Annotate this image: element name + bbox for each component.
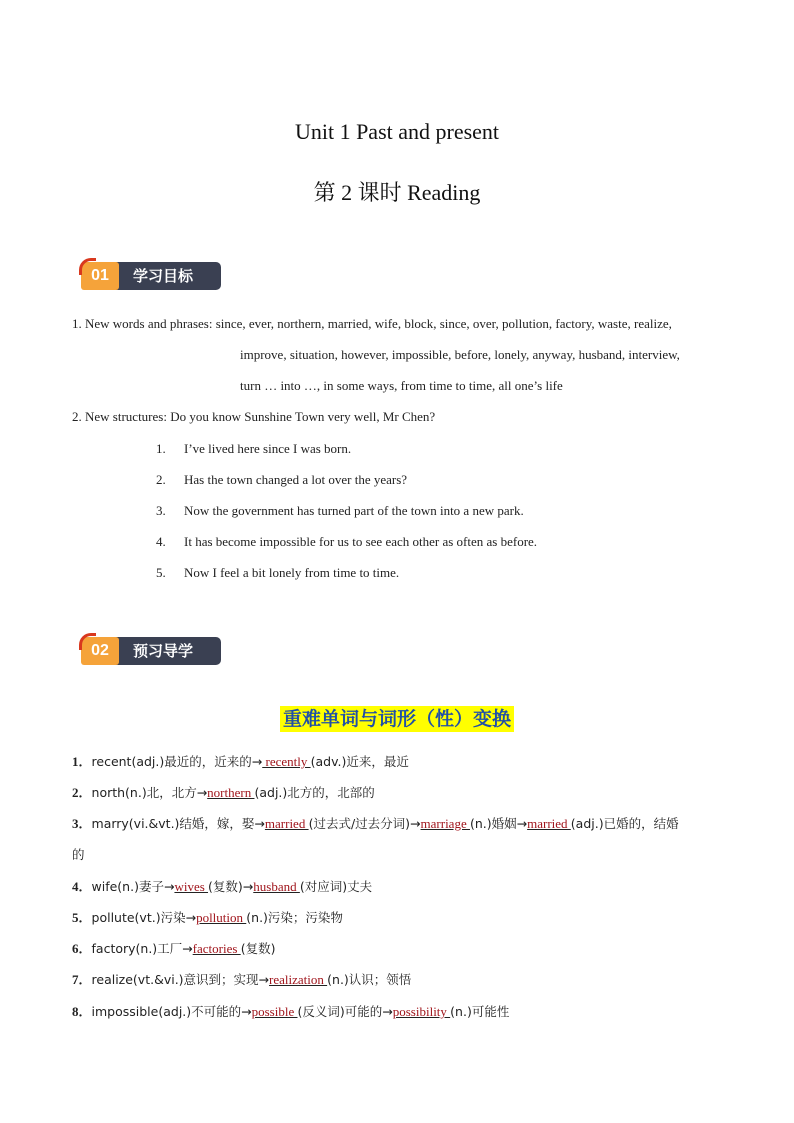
vocab-text: pollute(vt.)污染→ xyxy=(91,910,197,925)
sentence-text: It has become impossible for us to see each other as often as before. xyxy=(184,534,538,549)
page-subtitle: 第 2 课时 Reading xyxy=(313,180,481,205)
vocab-answer: married xyxy=(264,816,309,831)
page-title: Unit 1 Past and present xyxy=(294,119,500,144)
vocab-answer: possible xyxy=(251,1004,298,1019)
vocab-item xyxy=(72,751,409,770)
section-header-preview xyxy=(79,633,221,665)
sentence-number: 4. xyxy=(156,534,166,549)
vocab-text: marry(vi.&vt.)结婚，嫁，娶→ xyxy=(91,816,265,831)
vocab-item xyxy=(72,813,679,832)
section-number: 02 xyxy=(81,637,119,665)
vocab-number: 6． xyxy=(72,941,92,956)
sentence-number: 5. xyxy=(156,565,166,580)
vocab-item xyxy=(72,876,372,895)
objectives-words-line3: turn … into …, in some ways, from time to time, all one’s life xyxy=(240,378,563,393)
vocab-text: realize(vt.&vi.)意识到；实现→ xyxy=(91,972,270,987)
objectives-structures: 2. New structures: Do you know Sunshine Town very well, Mr Chen? xyxy=(72,409,436,424)
vocab-text: (n.)污染；污染物 xyxy=(246,910,343,925)
vocab-text: (n.)可能性 xyxy=(450,1004,510,1019)
vocab-text: impossible(adj.)不可能的→ xyxy=(91,1004,252,1019)
vocab-number: 2． xyxy=(72,785,92,800)
vocab-number: 7． xyxy=(72,972,92,987)
vocab-text: recent(adj.)最近的，近来的→ xyxy=(91,754,263,769)
objectives-words-line1: 1. New words and phrases: since, ever, northern, married, wife, block, since, over, pollution, factory, waste, realize, xyxy=(72,316,672,331)
vocab-number: 4． xyxy=(72,879,92,894)
sentence-text: Now the government has turned part of the town into a new park. xyxy=(184,503,524,518)
vocab-item xyxy=(72,1001,509,1020)
sentence-text: I’ve lived here since I was born. xyxy=(184,441,352,456)
vocab-text: factory(n.)工厂→ xyxy=(91,941,193,956)
objectives-words-line2: improve, situation, however, impossible, before, lonely, anyway, husband, interview, xyxy=(240,347,680,362)
vocab-text: (反义词)可能的→ xyxy=(297,1004,393,1019)
vocab-text: (adj.)已婚的，结婚 xyxy=(570,816,679,831)
vocab-item xyxy=(72,938,275,957)
vocab-number: 3． xyxy=(72,816,92,831)
vocab-answer: marriage xyxy=(420,816,470,831)
vocab-text: (过去式/过去分词)→ xyxy=(308,816,421,831)
vocab-answer: married xyxy=(527,816,571,831)
vocab-text: (复数) xyxy=(240,941,276,956)
vocab-text: (对应词)丈夫 xyxy=(299,879,373,894)
vocab-text: (adj.)北方的，北部的 xyxy=(254,785,375,800)
vocab-answer: possibility xyxy=(392,1004,451,1019)
vocab-text: (n.)认识；领悟 xyxy=(327,972,412,987)
vocab-number: 5． xyxy=(72,910,92,925)
vocab-heading-text: 重难单词与词形（性）变换 xyxy=(280,706,514,732)
vocab-number: 1． xyxy=(72,754,92,769)
vocab-text: (复数)→ xyxy=(208,879,254,894)
decorative-arc-icon xyxy=(79,633,96,650)
vocab-answer: factories xyxy=(192,941,241,956)
vocab-item xyxy=(72,907,343,926)
vocab-answer: realization xyxy=(269,972,328,987)
vocab-text: 的 xyxy=(72,847,85,862)
vocab-answer: pollution xyxy=(196,910,247,925)
sentence-number: 2. xyxy=(156,472,166,487)
sentence-text: Has the town changed a lot over the years? xyxy=(184,472,408,487)
section-label: 学习目标 xyxy=(133,267,194,285)
vocab-item-continuation xyxy=(72,845,85,863)
vocab-text: (n.)婚姻→ xyxy=(469,816,528,831)
section-number: 01 xyxy=(81,262,119,290)
decorative-arc-icon xyxy=(79,258,96,275)
vocab-text: wife(n.)妻子→ xyxy=(91,879,175,894)
vocab-text: north(n.)北，北方→ xyxy=(91,785,208,800)
vocab-answer: northern xyxy=(207,785,255,800)
vocab-answer: husband xyxy=(253,879,300,894)
vocab-answer: recently xyxy=(262,754,311,769)
vocab-answer: wives xyxy=(174,879,209,894)
vocab-text: (adv.)近来，最近 xyxy=(310,754,409,769)
section-header-objectives xyxy=(79,258,221,290)
vocab-heading xyxy=(0,704,794,731)
section-label: 预习导学 xyxy=(133,642,194,660)
sentence-number: 3. xyxy=(156,503,166,518)
vocab-item xyxy=(72,969,411,988)
sentence-text: Now I feel a bit lonely from time to time. xyxy=(184,565,400,580)
sentence-number: 1. xyxy=(156,441,166,456)
vocab-number: 8． xyxy=(72,1004,92,1019)
vocab-item xyxy=(72,782,375,801)
